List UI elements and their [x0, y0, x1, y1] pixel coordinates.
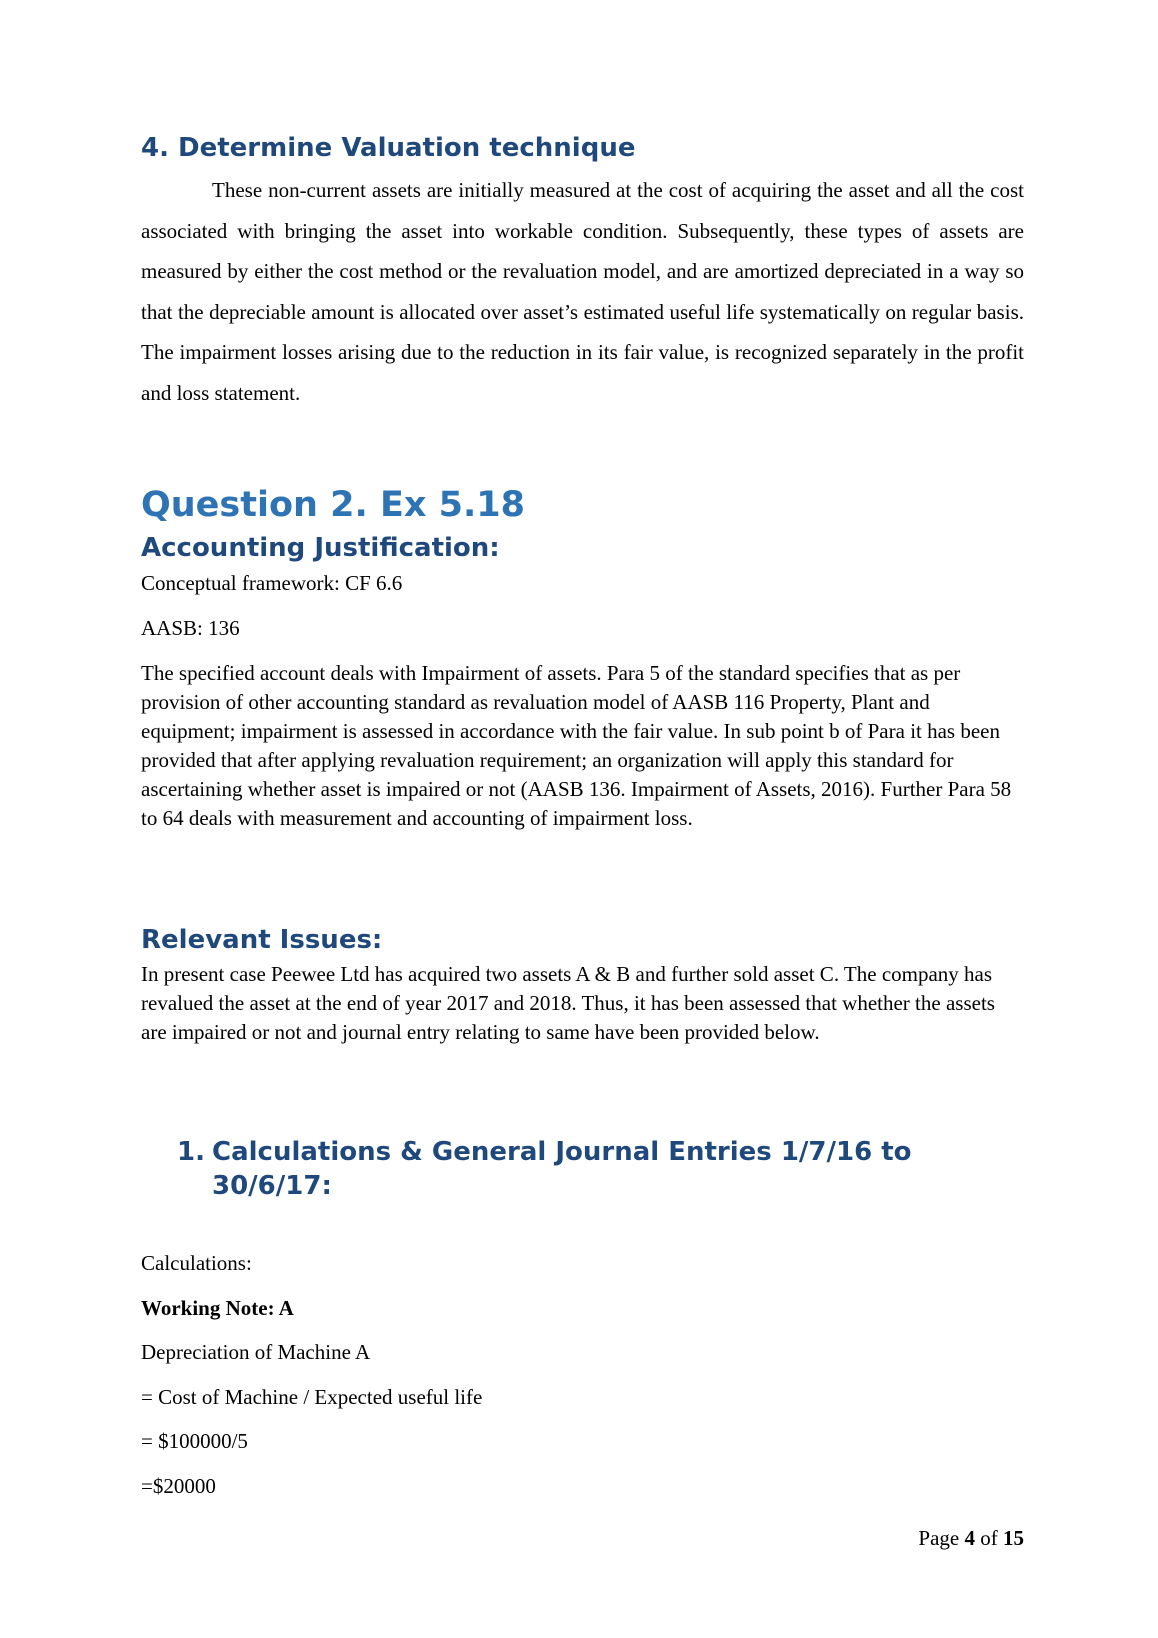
valuation-technique-text: These non-current assets are initially measured at the cost of acquiring the asset and all the cost associated with bringing the asset into workable condition. Subsequently, these types of assets are measured by either the cost method or the revaluation model, and are amortized depreciated in a way so that the depreciable amount is allocated over asset’s estimated useful life systematically on regular basis. The impairment losses arising due to the reduction in its fair value, is recognized separately in the profit and loss statement.	[141, 178, 1024, 405]
aasb-line: AASB: 136	[141, 616, 240, 640]
total-pages-number: 15	[1003, 1526, 1024, 1550]
page-number-footer	[918, 1526, 1024, 1551]
calc-line: =$20000	[141, 1474, 216, 1498]
of-label: of	[980, 1526, 998, 1550]
justification-paragraph: The specified account deals with Impairment of assets. Para 5 of the standard specifies that as per provision of other accounting standard as revaluation model of AASB 116 Property, Plant and equipment; impairment is assessed in accordance with the fair value. In sub point b of Para it has been provided that after applying revaluation requirement; an organization will apply this standard for ascertaining whether asset is impaired or not (AASB 136. Impairment of Assets, 2016). Further Para 58 to 64 deals with measurement and accounting of impairment loss.	[141, 661, 1012, 830]
calc-line: = Cost of Machine / Expected useful life	[141, 1385, 483, 1409]
working-note-label: Working Note: A	[141, 1296, 294, 1320]
relevant-issues-paragraph: In present case Peewee Ltd has acquired two assets A & B and further sold asset C. The company has revalued the asset at the end of year 2017 and 2018. Thus, it has been assessed that whether the assets are impaired or not and journal entry relating to same have been provided below.	[141, 962, 995, 1044]
question-title: Question 2. Ex 5.18	[141, 485, 525, 525]
calculations-journal-heading-text: Calculations & General Journal Entries 1/7/16 to 30/6/17:	[212, 1137, 912, 1201]
calc-line: Depreciation of Machine A	[141, 1340, 371, 1364]
list-number: 1.	[177, 1137, 205, 1167]
current-page-number: 4	[964, 1526, 975, 1550]
calculations-label: Calculations:	[141, 1251, 252, 1275]
relevant-issues-heading: Relevant Issues:	[141, 925, 383, 955]
calc-line: = $100000/5	[141, 1429, 248, 1453]
calculations-journal-heading	[177, 1135, 977, 1203]
section-heading-valuation-technique: 4. Determine Valuation technique	[141, 133, 636, 163]
page-label: Page	[918, 1526, 960, 1550]
accounting-justification-heading: Accounting Justification:	[141, 533, 500, 563]
valuation-technique-paragraph	[141, 170, 1024, 413]
conceptual-framework-line: Conceptual framework: CF 6.6	[141, 571, 403, 595]
